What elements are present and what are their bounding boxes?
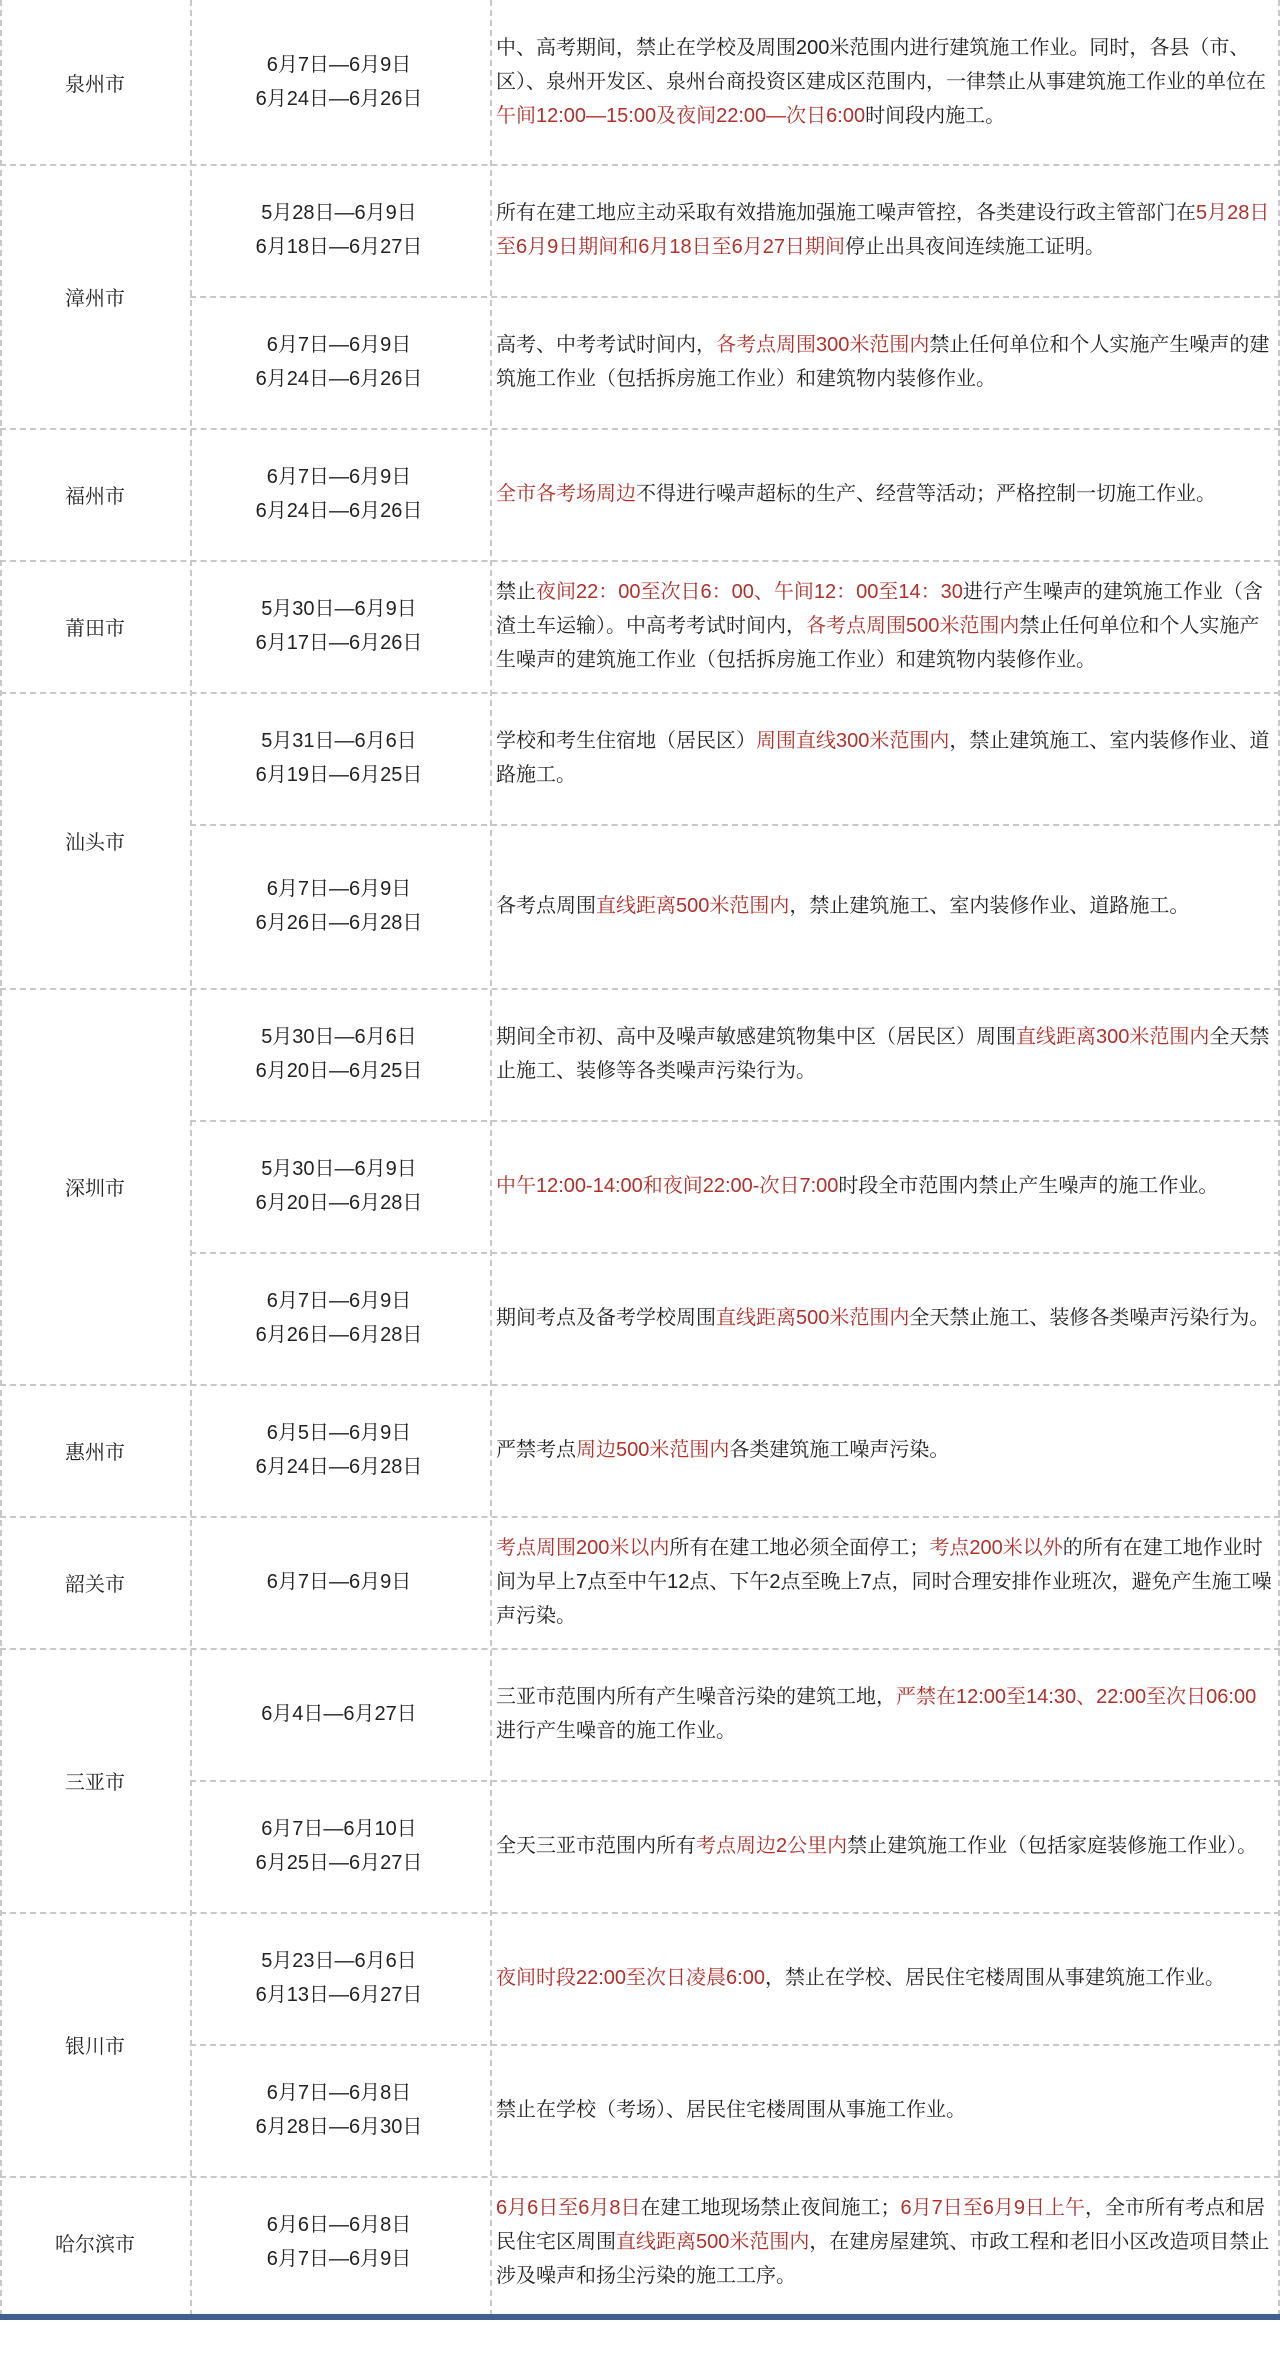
restriction-description [492,1912,1278,2044]
restriction-text [492,1961,1272,1995]
restriction-text [492,2093,1272,2127]
text-segment: ，全市所有考点和居民住宅区周围 [496,2197,1265,2253]
restriction-description [492,1648,1278,1780]
date-range: 6月7日—6月9日 [266,1290,412,1312]
date-range-cell [190,1252,488,1384]
date-range: 6月7日—6月9日 [266,878,412,900]
text-segment: ，禁止建筑施工、室内装修作业、道路施工。 [789,895,1190,917]
restriction-text [492,889,1272,923]
city-name: 汕头市 [65,831,125,854]
highlighted-text: 全市各考场周边 [496,483,636,505]
text-segment: 进行产生噪音的施工作业。 [496,1720,736,1742]
city-name: 泉州市 [65,73,125,96]
date-range-cell [190,296,488,428]
highlighted-text: 6月6日至6月8日 [496,2197,641,2219]
highlighted-text: 考点200米以外 [929,1537,1063,1559]
date-range: 6月7日—6月9日 [266,54,412,76]
restriction-text [492,31,1272,133]
text-segment: 学校和考生住宿地（居民区） [496,730,756,752]
highlighted-text: 直线距离500米范围内 [616,2231,810,2253]
date-range-cell [190,1516,488,1648]
text-segment: 期间全市初、高中及噪声敏感建筑物集中区（居民区）周围 [496,1026,1016,1048]
text-segment: 全天三亚市范围内所有 [496,1835,696,1857]
highlighted-text: 直线距离500米范围内 [716,1307,910,1329]
restriction-text [492,575,1272,677]
highlighted-text: 各考点周围500米范围内 [806,615,1020,637]
city-name: 银川市 [65,2035,125,2058]
date-range: 6月7日—6月9日 [266,334,412,356]
text-segment: 时段全市范围内禁止产生噪声的施工作业。 [838,1175,1219,1197]
city-name: 三亚市 [65,1771,125,1794]
date-range: 6月7日—6月9日 [266,466,412,488]
date-range: 6月5日—6月9日 [266,1422,412,1444]
date-range: 5月23日—6月6日 [261,1950,417,1972]
highlighted-text: 各考点周围300米范围内 [716,334,930,356]
date-range: 6月13日—6月27日 [255,1984,423,2006]
text-segment: 所有在建工地必须全面停工； [669,1537,930,1559]
city-name: 惠州市 [65,1441,125,1464]
date-range: 5月30日—6月9日 [261,598,417,620]
date-range-cell [190,428,488,560]
date-range: 5月28日—6月9日 [261,202,417,224]
date-range: 6月18日—6月27日 [255,236,423,258]
restriction-text [492,2191,1272,2293]
date-range: 6月7日—6月9日 [266,1571,412,1593]
bottom-divider [0,2314,1280,2320]
restriction-description [492,164,1278,296]
date-range: 6月26日—6月28日 [255,1324,423,1346]
text-segment: ，禁止在学校、居民住宅楼周围从事建筑施工作业。 [764,1967,1225,1989]
date-range-cell [190,692,488,824]
date-range: 5月31日—6月6日 [261,730,417,752]
date-range-cell [190,824,488,988]
text-segment: 所有在建工地应主动采取有效措施加强施工噪声管控，各类建设行政主管部门在 [496,202,1196,224]
date-range: 6月7日—6月8日 [266,2082,412,2104]
date-range: 6月7日—6月10日 [261,1818,417,1840]
date-range-cell [190,1648,488,1780]
text-segment: 高考、中考考试时间内， [496,334,716,356]
text-segment: 不得进行噪声超标的生产、经营等活动；严格控制一切施工作业。 [636,483,1216,505]
text-segment: 各考点周围 [496,895,596,917]
date-range: 6月20日—6月25日 [255,1060,423,1082]
highlighted-text: 夜间时段22:00至次日凌晨6:00 [496,1967,765,1989]
text-segment: 严禁考点 [496,1439,576,1461]
date-range: 5月30日—6月6日 [261,1026,417,1048]
highlighted-text: 直线距离500米范围内 [596,895,790,917]
text-segment: 禁止在学校（考场）、居民住宅楼周围从事施工作业。 [496,2099,966,2121]
date-range: 5月30日—6月9日 [261,1158,417,1180]
date-range: 6月24日—6月28日 [255,1456,423,1478]
restriction-description [492,560,1278,692]
highlighted-text: 中午12:00-14:00和夜间22:00-次日7:00 [496,1175,839,1197]
date-range: 6月26日—6月28日 [255,912,423,934]
restriction-text [492,196,1272,264]
restriction-description [492,988,1278,1120]
date-range-cell [190,1912,488,2044]
restriction-description [492,1252,1278,1384]
date-range: 6月28日—6月30日 [255,2116,423,2138]
date-range-cell [190,2176,488,2308]
highlighted-text: 6月7日至6月9日上午 [900,2197,1085,2219]
city-name: 韶关市 [65,1573,125,1596]
restriction-text [492,1301,1272,1335]
text-segment: 进行产生噪声的建筑施工作业（含渣土车运输）。中高考考试时间内， [496,581,1263,637]
restriction-description [492,0,1278,164]
restriction-description [492,1384,1278,1516]
restriction-text [492,1829,1272,1863]
restriction-description [492,824,1278,988]
restriction-description [492,2176,1278,2308]
restriction-text [492,724,1272,792]
date-range: 6月24日—6月26日 [255,500,423,522]
date-range-cell [190,2044,488,2176]
date-range: 6月25日—6月27日 [255,1852,423,1874]
restriction-text [492,1169,1272,1203]
highlighted-text: 周围直线300米范围内 [756,730,950,752]
restriction-text [492,1531,1272,1633]
restriction-text [492,1433,1272,1467]
text-segment: 禁止建筑施工作业（包括家庭装修施工作业）。 [847,1835,1258,1857]
restriction-text [492,1680,1272,1748]
city-name: 漳州市 [65,287,125,310]
date-range: 6月20日—6月28日 [255,1192,423,1214]
highlighted-text: 严禁在12:00至14:30、22:00至次日06:00 [896,1686,1257,1708]
text-segment: 三亚市范围内所有产生噪音污染的建筑工地， [496,1686,896,1708]
city-name: 深圳市 [65,1177,125,1200]
restriction-text [492,328,1272,396]
city-name: 福州市 [65,485,125,508]
text-segment: 禁止任何单位和个人实施产生噪声的建筑施工作业（包括拆房施工作业）和建筑物内装修作业。 [496,334,1270,390]
text-segment: 在建工地现场禁止夜间施工； [640,2197,901,2219]
highlighted-text: 夜间22：00至次日6：00、午间12：00至14：30 [536,581,963,603]
text-segment: 期间考点及备考学校周围 [496,1307,716,1329]
highlighted-text: 直线距离300米范围内 [1016,1026,1210,1048]
highlighted-text: 周边500米范围内 [576,1439,730,1461]
text-segment: 禁止 [496,581,536,603]
date-range-cell [190,0,488,164]
restriction-text [492,1020,1272,1088]
restriction-description [492,2044,1278,2176]
text-segment: 全天禁止施工、装修等各类噪声污染行为。 [496,1026,1270,1082]
date-range-cell [190,1780,488,1912]
text-segment: 各类建筑施工噪声污染。 [729,1439,950,1461]
highlighted-text: 5月28日至6月9日期间和6月18日至6月27日期间 [496,202,1270,258]
date-range: 6月17日—6月26日 [255,632,423,654]
date-range-cell [190,1384,488,1516]
highlighted-text: 考点周围200米以内 [496,1537,670,1559]
restriction-description [492,1516,1278,1648]
text-segment: 全天禁止施工、装修各类噪声污染行为。 [909,1307,1270,1329]
text-segment: ，在建房屋建筑、市政工程和老旧小区改造项目禁止涉及噪声和扬尘污染的施工工序。 [496,2231,1270,2287]
text-segment: 的所有在建工地作业时间为早上7点至中午12点、下午2点至晚上7点，同时合理安排作业班次，避免产生施工噪声污染。 [496,1537,1272,1627]
restriction-description [492,1120,1278,1252]
text-segment: 禁止任何单位和个人实施产生噪声的建筑施工作业（包括拆房施工作业）和建筑物内装修作业。 [496,615,1260,671]
date-range-cell [190,1120,488,1252]
text-segment: 时间段内施工。 [865,105,1006,127]
date-range: 6月7日—6月9日 [266,2248,412,2270]
date-range: 6月24日—6月26日 [255,368,423,390]
highlighted-text: 考点周边2公里内 [696,1835,848,1857]
restriction-description [492,296,1278,428]
text-segment: ，禁止建筑施工、室内装修作业、道路施工。 [496,730,1270,786]
restriction-description [492,428,1278,560]
date-range-cell [190,164,488,296]
restriction-description [492,692,1278,824]
text-segment: 停止出具夜间连续施工证明。 [844,236,1105,258]
restriction-description [492,1780,1278,1912]
highlighted-text: 午间12:00—15:00及夜间22:00—次日6:00 [496,105,866,127]
date-range: 6月4日—6月27日 [261,1703,417,1725]
date-range: 6月24日—6月26日 [255,88,423,110]
city-name: 哈尔滨市 [55,2233,135,2256]
restriction-text [492,477,1272,511]
city-name: 莆田市 [65,617,125,640]
date-range: 6月19日—6月25日 [255,764,423,786]
date-range-cell [190,560,488,692]
text-segment: 中、高考期间，禁止在学校及周围200米范围内进行建筑施工作业。同时，各县（市、区）、泉州开发区、泉州台商投资区建成区范围内，一律禁止从事建筑施工作业的单位在 [496,37,1266,93]
date-range: 6月6日—6月8日 [266,2214,412,2236]
date-range-cell [190,988,488,1120]
